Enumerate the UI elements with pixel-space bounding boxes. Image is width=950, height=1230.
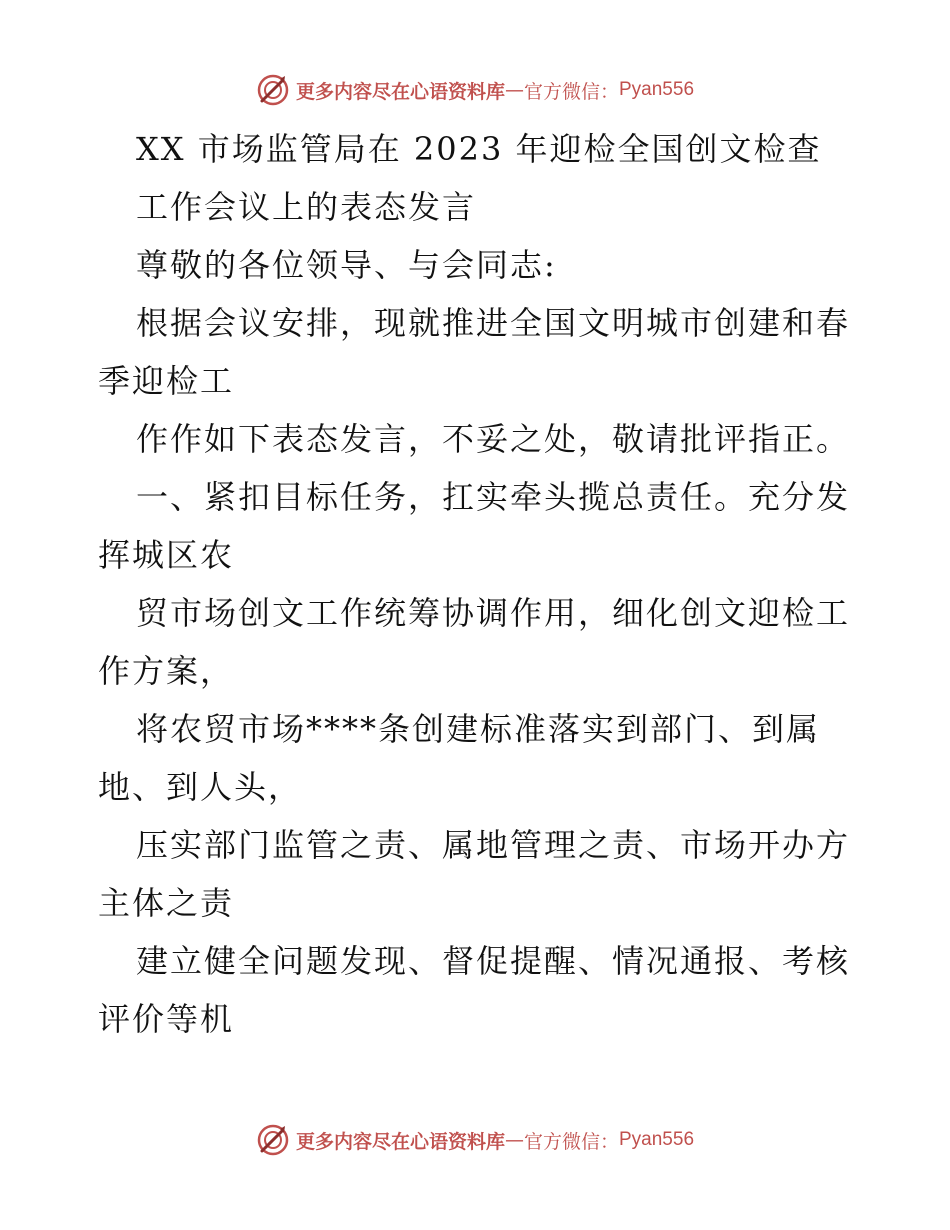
watermark-wechat-id: Pyan556 — [619, 1129, 695, 1150]
doc-paragraph-line: 评价等机 — [98, 1000, 235, 1038]
watermark-separator: — — [504, 1129, 524, 1151]
doc-paragraph-line: 根据会议安排，现就推进全国文明城市创建和春 — [136, 304, 851, 342]
doc-title-line-1: XX 市场监管局在 2023 年迎检全国创文检查 — [136, 130, 822, 168]
watermark-main-text: 更多内容尽在心语资料库 — [295, 80, 505, 103]
watermark-wechat-id: Pyan556 — [619, 79, 695, 100]
brush-logo-icon — [256, 1123, 290, 1157]
watermark-sub-text: 官方微信： — [523, 80, 619, 103]
doc-paragraph-line: 作作如下表态发言，不妥之处，敬请批评指正。 — [136, 420, 851, 458]
doc-title-line-2: 工作会议上的表态发言 — [136, 188, 477, 226]
doc-paragraph-line: 贸市场创文工作统筹协调作用，细化创文迎检工 — [136, 594, 851, 632]
brush-logo-icon — [256, 73, 290, 107]
doc-section-heading: 一、紧扣目标任务，扛实牵头揽总责任。充分发 — [136, 478, 851, 516]
doc-paragraph-line: 建立健全问题发现、督促提醒、情况通报、考核 — [136, 942, 851, 980]
watermark-sub-text: 官方微信： — [523, 1130, 619, 1153]
doc-salutation: 尊敬的各位领导、与会同志: — [136, 246, 557, 284]
doc-paragraph-line: 地、到人头， — [98, 768, 303, 806]
footer-watermark — [0, 1120, 950, 1160]
doc-paragraph-line: 压实部门监管之责、属地管理之责、市场开办方 — [136, 826, 851, 864]
document-body — [98, 120, 858, 1048]
doc-paragraph-line: 挥城区农 — [98, 536, 235, 574]
doc-paragraph-line: 主体之责 — [98, 884, 235, 922]
watermark-separator: — — [504, 79, 524, 101]
doc-paragraph-line: 季迎检工 — [98, 362, 235, 400]
watermark-main-text: 更多内容尽在心语资料库 — [295, 1130, 505, 1153]
doc-paragraph-line: 作方案， — [98, 652, 235, 690]
doc-paragraph-line: 将农贸市场****条创建标准落实到部门、到属 — [136, 710, 821, 748]
header-watermark — [0, 70, 950, 110]
